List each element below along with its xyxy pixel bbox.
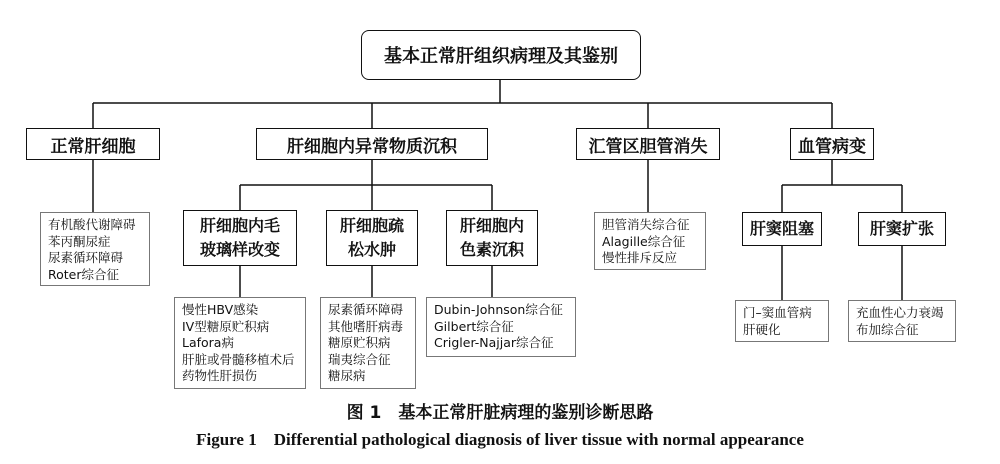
subcategory-hydropic [326,210,418,266]
category-abnormal-deposition: 肝细胞内异常物质沉积 [256,128,488,160]
category-vascular: 血管病变 [790,128,874,160]
list-item: 慢性排斥反应 [602,250,678,265]
list-normal-hepatocytes [40,212,150,286]
list-item: 尿素循环障碍 [328,302,404,317]
list-item: 糖原贮积病 [328,335,391,350]
list-item: Alagille综合征 [602,233,686,249]
figure-caption-chinese: 图 1 基本正常肝脏病理的鉴别诊断思路 [346,403,654,423]
figure-caption-english: Figure 1 Differential pathological diagnosis of liver tissue with normal appearance [196,430,804,449]
list-item: 布加综合征 [856,321,919,337]
list-sinusoid-dilation [848,300,956,342]
list-item: 瑞夷综合征 [328,351,391,367]
list-item: Crigler-Najjar综合征 [434,335,554,350]
list-item: 苯丙酮尿症 [48,233,111,249]
list-item: 药物性肝损伤 [182,368,258,383]
list-hydropic [320,297,416,389]
list-item: 尿素循环障碍 [48,250,124,265]
list-item: 有机酸代谢障碍 [48,217,136,232]
list-item: Lafora病 [182,335,234,350]
subcategory-sinusoid-obstruction: 肝窦阻塞 [742,212,822,246]
category-normal-hepatocytes: 正常肝细胞 [26,128,160,160]
list-sinusoid-obstruction [735,300,829,342]
list-item: 肝脏或骨髓移植术后 [182,351,295,367]
list-item: 糖尿病 [328,368,366,383]
subcategory-title-line: 松水肿 [347,240,396,259]
list-item: 充血性心力衰竭 [856,305,944,320]
subcategory-title-line: 肝细胞内毛 [199,216,280,235]
list-item: 门–窦血管病 [743,305,812,320]
subcategory-sinusoid-dilation: 肝窦扩张 [858,212,946,246]
list-item: Roter综合征 [48,266,120,282]
category-bile-duct-loss: 汇管区胆管消失 [576,128,720,160]
subcategory-title-line: 色素沉积 [459,240,524,259]
subcategory-pigment [446,210,538,266]
list-ground-glass [174,297,306,389]
list-item: 其他嗜肝病毒 [328,318,404,334]
root-node: 基本正常肝组织病理及其鉴别 [361,30,641,80]
list-pigment [426,297,576,357]
subcategory-title-line: 肝细胞内 [459,216,524,235]
list-item: 肝硬化 [743,321,781,337]
list-item: 慢性HBV感染 [182,302,259,317]
subcategory-title-line: 玻璃样改变 [199,240,280,259]
list-item: Dubin-Johnson综合征 [434,302,563,317]
list-item: 胆管消失综合征 [602,217,690,232]
subcategory-title-line: 肝细胞疏 [339,216,404,235]
list-item: IV型糖原贮积病 [182,318,270,334]
list-bile-duct-loss [594,212,706,270]
list-item: Gilbert综合征 [434,318,514,334]
subcategory-ground-glass [183,210,297,266]
